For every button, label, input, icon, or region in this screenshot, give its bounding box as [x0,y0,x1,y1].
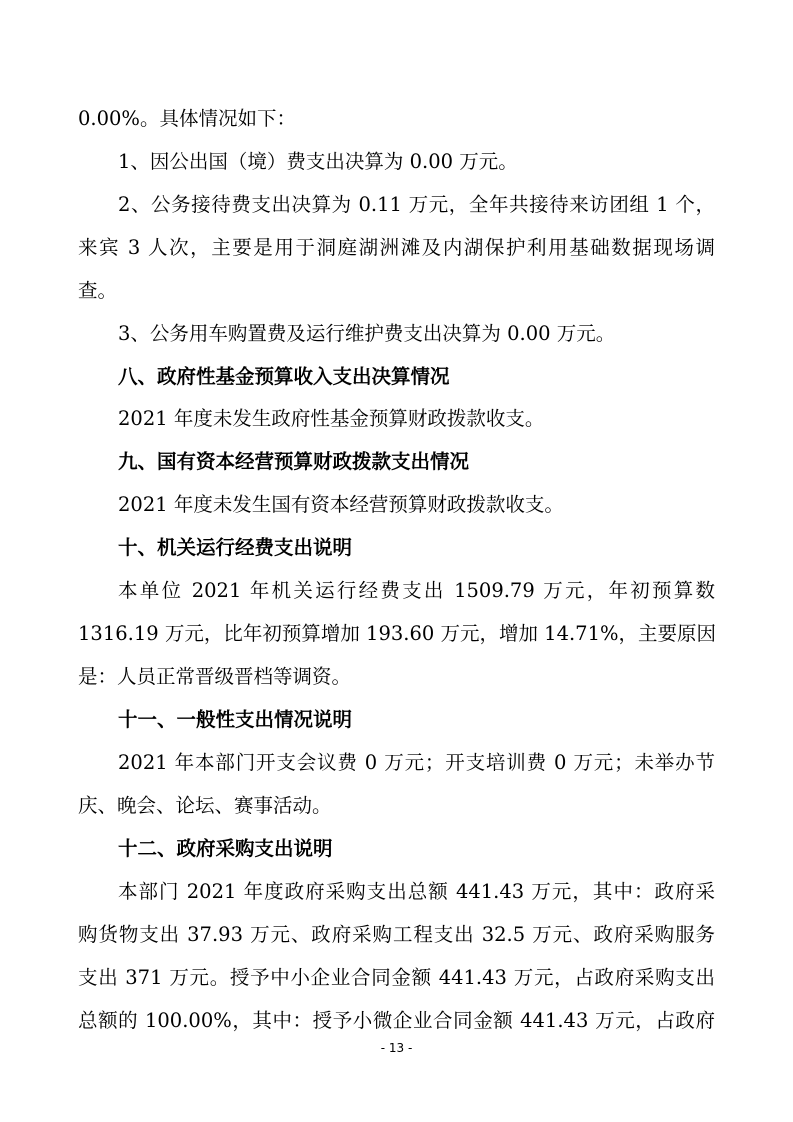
paragraph-line: 总额的 100.00%，其中：授予小微企业合同金额 441.43 万元，占政府 [78,1009,715,1032]
paragraph-line: 本部门 2021 年度政府采购支出总额 441.43 万元，其中：政府采 [118,880,715,903]
paragraph-line: 是：人员正常晋级晋档等调资。 [78,665,352,688]
paragraph-line: 0.00%。具体情况如下： [78,107,296,130]
paragraph-line: 2、公务接待费支出决算为 0.11 万元，全年共接待来访团组 1 个， [118,193,715,216]
paragraph-line: 支出 371 万元。授予中小企业合同金额 441.43 万元，占政府采购支出 [78,966,715,989]
paragraph-line: 2021 年度未发生国有资本经营预算财政拨款收支。 [118,493,564,516]
paragraph-line: 购货物支出 37.93 万元、政府采购工程支出 32.5 万元、政府采购服务 [78,923,715,946]
section-heading: 十一、一般性支出情况说明 [118,708,353,731]
section-heading: 九、国有资本经营预算财政拨款支出情况 [118,450,470,473]
paragraph-line: 1、因公出国（境）费支出决算为 0.00 万元。 [118,150,518,173]
paragraph-line: 1316.19 万元，比年初预算增加 193.60 万元，增加 14.71%，主要原因 [78,622,717,645]
section-heading: 十、机关运行经费支出说明 [118,536,353,559]
paragraph-line: 来宾 3 人次，主要是用于洞庭湖洲滩及内湖保护利用基础数据现场调 [78,236,715,259]
paragraph-line: 2021 年度未发生政府性基金预算财政拨款收支。 [118,407,545,430]
section-heading: 八、政府性基金预算收入支出决算情况 [118,365,450,388]
paragraph-line: 庆、晚会、论坛、赛事活动。 [78,794,332,817]
paragraph-line: 2021 年本部门开支会议费 0 万元；开支培训费 0 万元；未举办节 [118,751,715,774]
section-heading: 十二、政府采购支出说明 [118,837,333,860]
paragraph-line: 查。 [78,279,118,302]
paragraph-line: 3、公务用车购置费及运行维护费支出决算为 0.00 万元。 [118,322,616,345]
paragraph-line: 本单位 2021 年机关运行经费支出 1509.79 万元，年初预算数 [118,579,715,602]
page-number: - 13 - [380,1041,413,1055]
